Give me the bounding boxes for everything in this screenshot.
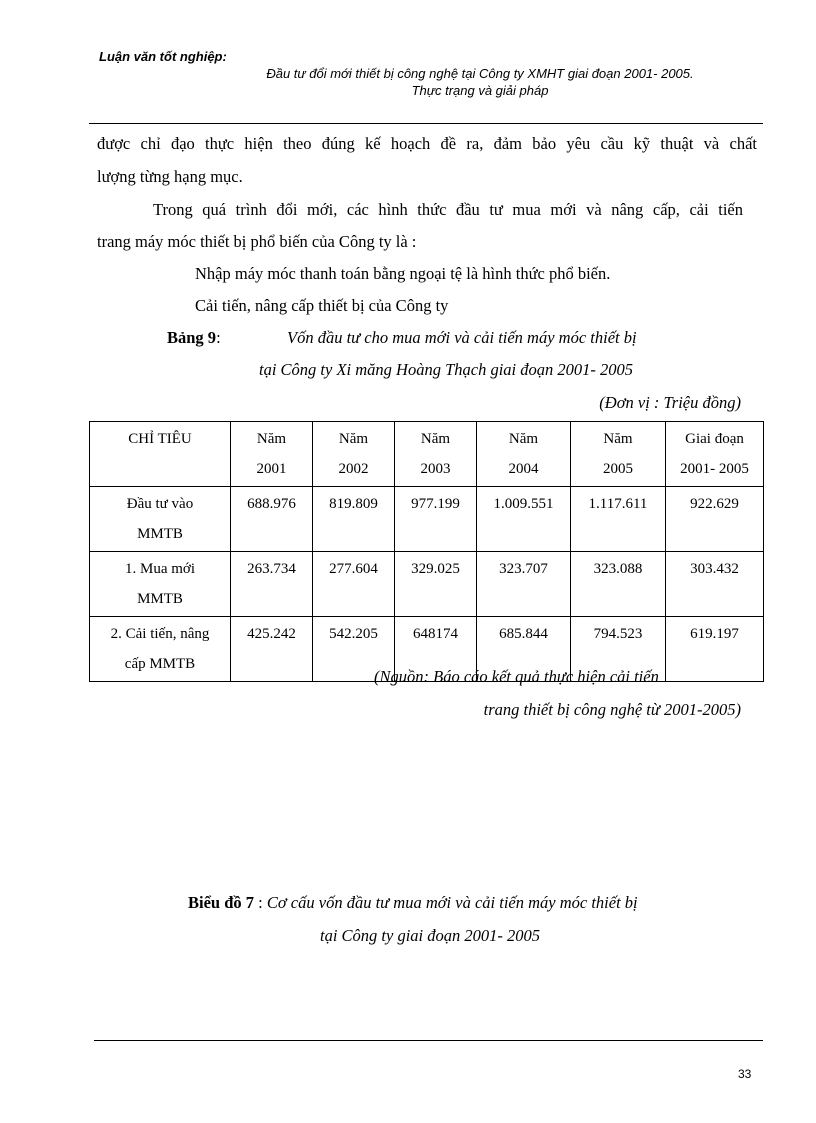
header-text: Năm bbox=[420, 431, 451, 447]
chart-caption bbox=[188, 893, 638, 913]
row-label-text: MMTB bbox=[137, 526, 183, 542]
header-year: 2002 bbox=[338, 461, 369, 477]
table-cell: 977.199 bbox=[395, 487, 477, 552]
paragraph-2-line-1: Trong quá trình đổi mới, các hình thức đầu tư mua mới và nâng cấp, cải tiến bbox=[153, 200, 743, 219]
table-caption-label bbox=[167, 328, 221, 348]
header-year: 2004 bbox=[508, 461, 539, 477]
header-text: Năm bbox=[256, 431, 287, 447]
row-label bbox=[90, 617, 231, 682]
chart-caption-label: Biểu đồ 7 bbox=[188, 893, 255, 912]
header-text: Năm bbox=[338, 431, 369, 447]
row-label-text: MMTB bbox=[137, 591, 183, 607]
table-unit: (Đơn vị : Triệu đồng) bbox=[599, 393, 741, 412]
table-cell: 323.707 bbox=[477, 552, 571, 617]
table-row bbox=[90, 487, 764, 552]
table-caption-line2: tại Công ty Xi măng Hoàng Thạch giai đoạn 2001- 2005 bbox=[259, 360, 633, 379]
table-cell: 619.197 bbox=[666, 617, 764, 682]
table-cell: 685.844 bbox=[477, 617, 571, 682]
chart-caption-sep: : bbox=[254, 893, 267, 912]
table-cell: 794.523 bbox=[571, 617, 666, 682]
table-cell: 1.009.551 bbox=[477, 487, 571, 552]
row-label bbox=[90, 552, 231, 617]
page-number: 33 bbox=[738, 1067, 752, 1081]
header-cell-2005 bbox=[571, 422, 666, 487]
header-text: CHỈ TIÊU bbox=[128, 431, 192, 447]
list-item-1: Nhập máy móc thanh toán bằng ngoại tệ là hình thức phổ biến. bbox=[195, 264, 611, 283]
header-cell-period bbox=[666, 422, 764, 487]
header-year: 2003 bbox=[420, 461, 451, 477]
table-cell: 922.629 bbox=[666, 487, 764, 552]
header-text: Năm bbox=[603, 431, 633, 447]
table-cell: 819.809 bbox=[313, 487, 395, 552]
table-cell: 1.117.611 bbox=[571, 487, 666, 552]
table-cell: 542.205 bbox=[313, 617, 395, 682]
header-text: Giai đoạn bbox=[685, 431, 744, 447]
row-label-text: Đầu tư vào bbox=[126, 496, 194, 512]
table-caption-line1: Vốn đầu tư cho mua mới và cải tiến máy móc thiết bị bbox=[287, 328, 637, 347]
table-caption-colon: : bbox=[216, 328, 221, 347]
row-label-text: 1. Mua mới bbox=[124, 561, 195, 577]
chart-caption-line2: tại Công ty giai đoạn 2001- 2005 bbox=[320, 926, 540, 945]
document-subtitle-line2: Thực trạng và giải pháp bbox=[411, 83, 549, 98]
table-caption-label-text: Bảng 9 bbox=[167, 328, 217, 347]
document-title: Luận văn tốt nghiệp: bbox=[99, 49, 227, 64]
paragraph-2-line-2: trang máy móc thiết bị phổ biến của Công ty là : bbox=[97, 232, 417, 251]
paragraph-1-line-1: được chỉ đạo thực hiện theo đúng kế hoạch đề ra, đảm bảo yêu cầu kỹ thuật và chất bbox=[97, 134, 757, 153]
table-cell: 688.976 bbox=[231, 487, 313, 552]
table-row bbox=[90, 552, 764, 617]
row-label-text: 2. Cải tiến, nâng bbox=[110, 626, 210, 642]
header-year: 2001 bbox=[256, 461, 287, 477]
table-cell: 329.025 bbox=[395, 552, 477, 617]
source-line2: trang thiết bị công nghệ từ 2001-2005) bbox=[483, 700, 741, 719]
table-cell: 425.242 bbox=[231, 617, 313, 682]
header-divider bbox=[89, 123, 763, 124]
footer-divider bbox=[94, 1040, 763, 1041]
chart-caption-line1: Cơ cấu vốn đầu tư mua mới và cải tiến máy móc thiết bị bbox=[266, 893, 638, 912]
row-label bbox=[90, 487, 231, 552]
table-cell: 648174 bbox=[395, 617, 477, 682]
header-cell-2004 bbox=[477, 422, 571, 487]
table-cell: 323.088 bbox=[571, 552, 666, 617]
investment-table bbox=[89, 421, 764, 682]
header-cell-2003 bbox=[395, 422, 477, 487]
header-year: 2001- 2005 bbox=[680, 461, 749, 477]
list-item-2: Cải tiến, nâng cấp thiết bị của Công ty bbox=[195, 296, 449, 315]
table-cell: 263.734 bbox=[231, 552, 313, 617]
header-text: Năm bbox=[508, 431, 539, 447]
row-label-text: cấp MMTB bbox=[124, 656, 196, 672]
document-subtitle-line1: Đầu tư đổi mới thiết bị công nghệ tại Công ty XMHT giai đoạn 2001- 2005. bbox=[266, 66, 694, 81]
header-cell-2001 bbox=[231, 422, 313, 487]
table-header-row bbox=[90, 422, 764, 487]
source-line1: (Nguồn: Báo cáo kết quả thực hiện cải tiến bbox=[374, 667, 659, 686]
header-cell-indicator bbox=[90, 422, 231, 487]
table-cell: 303.432 bbox=[666, 552, 764, 617]
header-year: 2005 bbox=[603, 461, 633, 477]
paragraph-1-line-2: lượng từng hạng mục. bbox=[97, 167, 243, 186]
table-cell: 277.604 bbox=[313, 552, 395, 617]
header-cell-2002 bbox=[313, 422, 395, 487]
